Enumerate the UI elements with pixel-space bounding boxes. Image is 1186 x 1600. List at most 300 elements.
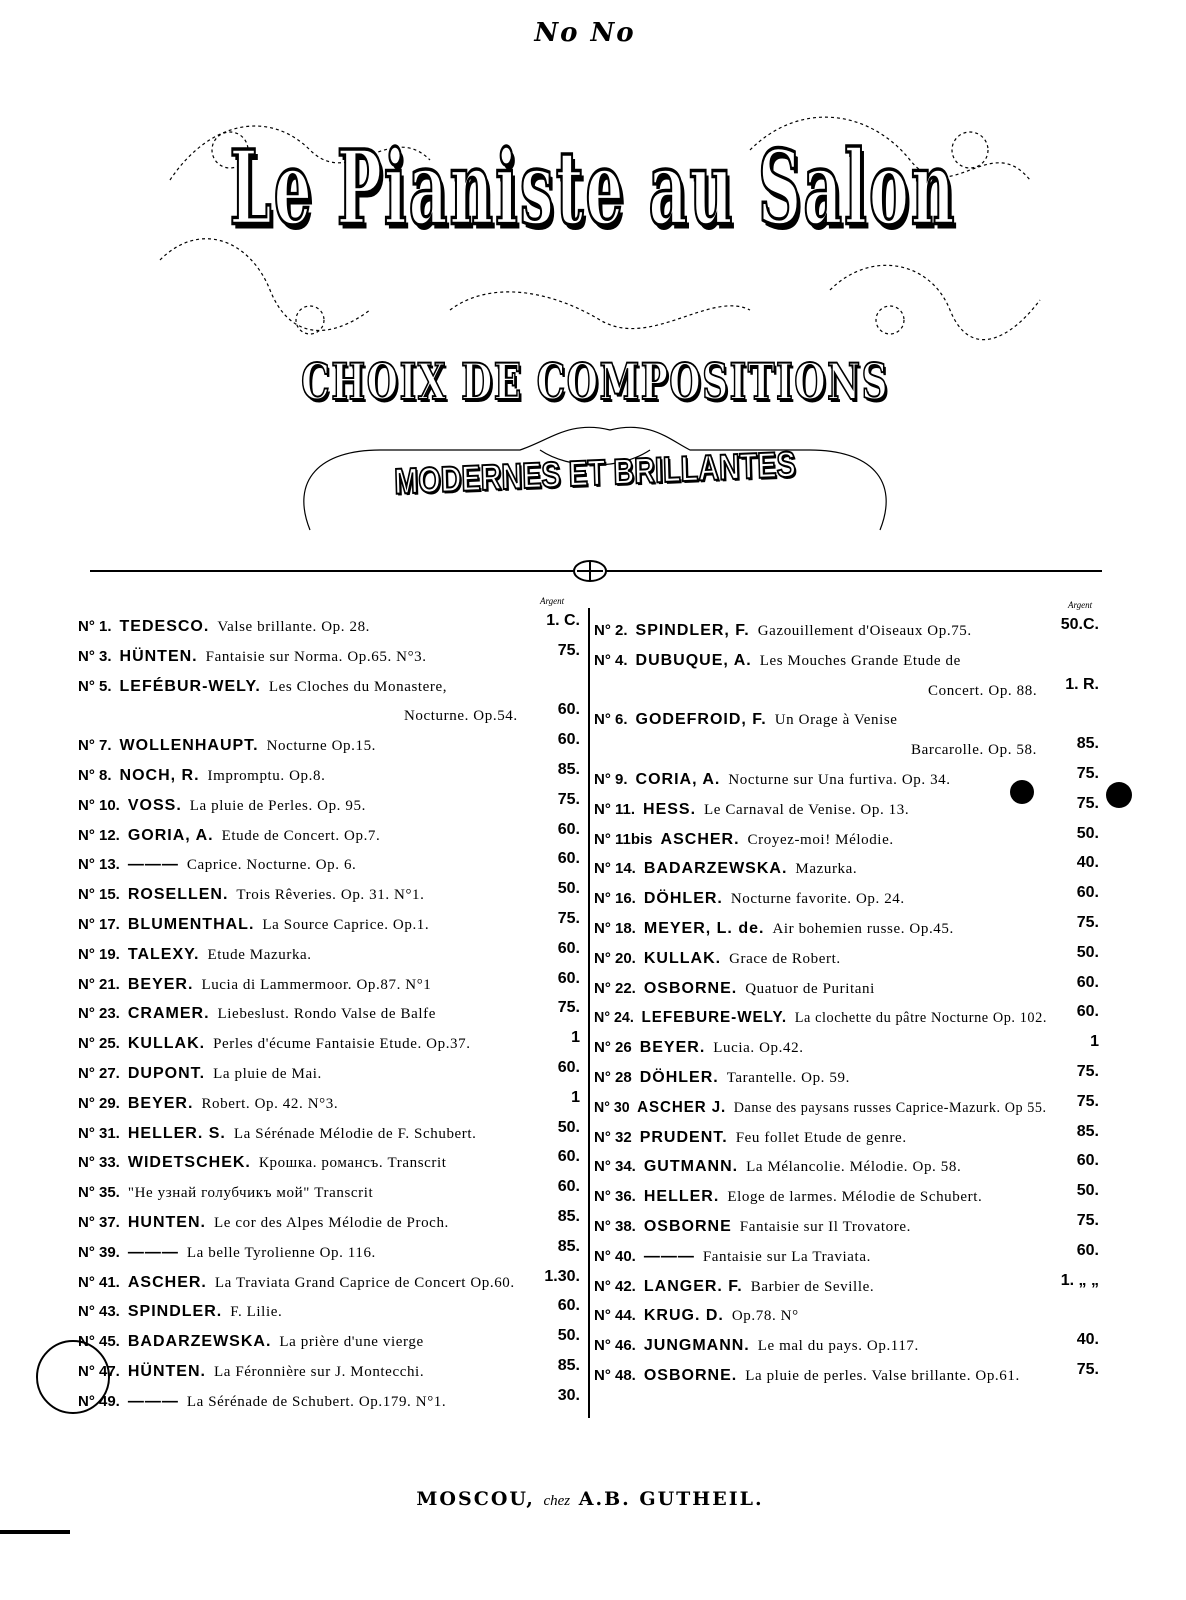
entry-composer: SPINDLER, F. — [635, 622, 750, 639]
entry-text — [594, 1063, 850, 1093]
entry-title: La Sérénade Mélodie de F. Schubert. — [233, 1125, 477, 1142]
catalog-entry — [78, 1178, 580, 1208]
entry-text — [594, 1182, 982, 1212]
entry-composer: JUNGMANN. — [643, 1337, 750, 1355]
catalog-column-right — [594, 616, 1099, 1391]
entry-price: 1. C. — [546, 612, 580, 629]
entry-title: Fantaisie sur Il Trovatore. — [739, 1218, 911, 1235]
entry-title: Un Orage à Venise — [774, 712, 898, 729]
catalog-entry — [78, 1059, 580, 1089]
entry-title: La clochette du pâtre Nocturne Op. 102. — [794, 1010, 1047, 1027]
entry-title: Etude de Concert. Op.7. — [221, 827, 381, 844]
entry-number: N° 46. — [594, 1337, 636, 1355]
entry-title: Impromptu. Op.8. — [207, 767, 326, 784]
entry-title: Danse des paysans russes Caprice-Mazurk. Op 55. — [733, 1099, 1047, 1116]
entry-title: Grace de Robert. — [729, 950, 841, 967]
entry-text — [594, 1093, 1047, 1123]
entry-text — [594, 1003, 1047, 1033]
entry-price: 75. — [557, 909, 580, 927]
entry-number: N° 39. — [78, 1243, 120, 1261]
catalog-entry — [594, 1063, 1099, 1093]
entry-composer: DÖHLER. — [639, 1068, 719, 1086]
entry-text — [78, 999, 436, 1029]
entry-text — [78, 1357, 424, 1387]
entry-text — [78, 1238, 376, 1268]
entry-number: N° 23. — [78, 1005, 120, 1023]
entry-composer: ——— — [127, 1392, 179, 1410]
entry-title: La Mélancolie. Mélodie. Op. 58. — [746, 1159, 962, 1176]
imprint-publisher: A.B. GUTHEIL. — [578, 1488, 764, 1510]
entry-composer: WIDETSCHEK. — [127, 1154, 251, 1172]
entry-number: N° 15. — [78, 886, 120, 904]
entry-price: 50. — [1076, 824, 1099, 842]
entry-price: 40. — [1076, 1331, 1099, 1349]
entry-text — [594, 1123, 907, 1153]
entry-price: 75. — [1076, 764, 1099, 782]
catalog-entry — [78, 821, 580, 851]
entry-title: Robert. Op. 42. N°3. — [201, 1095, 339, 1112]
entry-text — [594, 974, 875, 1004]
entry-composer: DÖHLER. — [643, 890, 723, 908]
entry-number: N° 12. — [78, 826, 120, 844]
entry-price: 60. — [1076, 1241, 1099, 1259]
entry-price: 85. — [557, 1207, 580, 1225]
entry-text — [78, 761, 325, 791]
entry-composer: OSBORNE. — [643, 1366, 738, 1384]
catalog-entry — [78, 1148, 580, 1178]
entry-title: Concert. Op. 88. — [928, 682, 1038, 699]
entry-text — [78, 672, 447, 702]
catalog-entry — [594, 1272, 1099, 1302]
entry-title: La Sérénade de Schubert. Op.179. N°1. — [186, 1393, 447, 1410]
entry-text — [78, 850, 356, 880]
entry-price: 60. — [557, 969, 580, 987]
main-title: Le Pianiste au Salon — [229, 130, 957, 249]
entry-text — [594, 705, 898, 735]
entry-price: 75. — [557, 999, 580, 1017]
column-divider — [588, 608, 590, 1418]
entry-composer: ——— — [127, 856, 179, 874]
entry-number: N° 18. — [594, 919, 636, 937]
entry-price: 60. — [1076, 1152, 1099, 1170]
entry-price: 75. — [1076, 1360, 1099, 1378]
entry-composer: LEFEBURE-WELY. — [641, 1009, 788, 1027]
entry-text — [594, 765, 951, 795]
entry-title: Trois Rêveries. Op. 31. N°1. — [236, 887, 425, 904]
entry-number: N° 22. — [594, 979, 636, 997]
entry-title: Air bohemien russe. Op.45. — [772, 920, 954, 937]
catalog-entry — [594, 1212, 1099, 1242]
catalog-entry — [594, 1182, 1099, 1212]
entry-composer: LANGER. F. — [643, 1277, 743, 1295]
entry-number: N° 44. — [594, 1307, 636, 1325]
entry-composer: HÜNTEN. — [127, 1362, 206, 1380]
entry-title: La pluie de perles. Valse brillante. Op.61. — [745, 1367, 1020, 1384]
scan-artifact — [0, 1530, 70, 1534]
rule-ornament — [555, 556, 625, 586]
entry-text — [78, 1178, 373, 1208]
catalog-entry — [594, 1123, 1099, 1153]
entry-price: 60. — [557, 731, 580, 749]
entry-composer: DUPONT. — [127, 1064, 206, 1082]
entry-price: 60. — [557, 1297, 580, 1315]
entry-composer: ——— — [127, 1243, 179, 1261]
catalog-entry — [78, 1029, 580, 1059]
entry-title: Feu follet Etude de genre. — [735, 1129, 907, 1146]
entry-title: Tarantelle. Op. 59. — [726, 1069, 850, 1086]
entry-text — [78, 910, 429, 940]
entry-price: 75. — [557, 641, 580, 659]
catalog-entry — [78, 1297, 580, 1327]
entry-price: 1 — [1090, 1033, 1099, 1051]
entry-text — [78, 1268, 515, 1298]
imprint-chez: chez — [543, 1493, 571, 1509]
entry-composer: PRUDENT. — [639, 1128, 728, 1146]
entry-title: La prière d'une vierge — [279, 1334, 424, 1351]
catalog-entry — [78, 672, 580, 702]
entry-composer: LEFÉBUR-WELY. — [119, 677, 261, 695]
entry-number: N° 28 — [594, 1068, 632, 1086]
entry-text — [78, 1297, 282, 1327]
entry-composer: GUTMANN. — [643, 1158, 739, 1176]
entry-number: N° 5. — [78, 677, 112, 695]
entry-title: Fantaisie sur La Traviata. — [702, 1248, 871, 1265]
entry-price: 75. — [1076, 913, 1099, 931]
entry-text — [594, 1033, 804, 1063]
subtitle-modernes: MODERNES ET BRILLANTES — [393, 443, 797, 502]
catalog-entry — [594, 616, 1099, 646]
entry-composer: BEYER. — [639, 1039, 706, 1057]
entry-number: N° 4. — [594, 651, 628, 669]
entry-text — [594, 1331, 919, 1361]
entry-text — [78, 612, 370, 642]
entry-text — [78, 731, 376, 761]
entry-price: 1 — [571, 1088, 580, 1106]
entry-composer: NOCH, R. — [119, 766, 200, 784]
entry-price: 75. — [1076, 1092, 1099, 1110]
entry-price: 1.30. — [544, 1267, 580, 1285]
entry-number: N° 14. — [594, 860, 636, 878]
entry-price: 60. — [1076, 884, 1099, 902]
entry-title: La belle Tyrolienne Op. 116. — [186, 1244, 376, 1261]
catalog-entry — [594, 825, 1099, 855]
entry-number: N° 19. — [78, 945, 120, 963]
entry-composer: BLUMENTHAL. — [127, 915, 255, 933]
entry-text — [594, 1301, 799, 1331]
entry-title: Gazouillement d'Oiseaux Op.75. — [757, 623, 972, 639]
entry-title: La Traviata Grand Caprice de Concert Op.60. — [214, 1274, 515, 1291]
entry-title: Nocturne sur Una furtiva. Op. 34. — [728, 771, 951, 788]
entry-price: 50. — [557, 880, 580, 898]
entry-price: 1 — [571, 1029, 580, 1047]
entry-price: 60. — [557, 1148, 580, 1166]
entry-price: 60. — [557, 1058, 580, 1076]
entry-composer: CRAMER. — [127, 1005, 210, 1023]
catalog-entry — [78, 940, 580, 970]
entry-number: N° 17. — [78, 915, 120, 933]
entry-composer: OSBORNE — [643, 1217, 732, 1235]
catalog-entry — [78, 612, 580, 642]
entry-title: Quatuor de Puritani — [745, 980, 875, 997]
entry-text — [594, 646, 961, 676]
entry-number: N° 40. — [594, 1247, 636, 1265]
entry-text — [78, 642, 427, 672]
entry-number: N° 16. — [594, 890, 636, 908]
entry-text — [404, 701, 518, 731]
entry-number: N° 30 — [594, 1098, 630, 1116]
entry-composer: WOLLENHAUPT. — [119, 737, 259, 755]
catalog-entry — [594, 974, 1099, 1004]
catalog-entry — [594, 1361, 1099, 1391]
entry-number: N° 37. — [78, 1213, 120, 1231]
catalog-entry — [594, 854, 1099, 884]
catalog-entry — [78, 791, 580, 821]
catalog-entry — [78, 1387, 580, 1417]
entry-title: Les Mouches Grande Etude de — [759, 652, 961, 669]
entry-price: 50. — [557, 1118, 580, 1136]
entry-price: 60. — [557, 820, 580, 838]
catalog-entry — [78, 1238, 580, 1268]
entry-text — [594, 1152, 961, 1182]
entry-number: N° 13. — [78, 856, 120, 874]
entry-price: 60. — [1076, 973, 1099, 991]
entry-title: Lucia di Lammermoor. Op.87. N°1 — [201, 976, 432, 993]
entry-title: Etude Mazurka. — [207, 946, 312, 963]
catalog-entry — [594, 1003, 1099, 1033]
entry-composer: KULLAK. — [643, 949, 722, 967]
entry-composer: BEYER. — [127, 1094, 194, 1112]
entry-price: 60. — [557, 701, 580, 719]
entry-title: Le mal du pays. Op.117. — [757, 1338, 919, 1355]
catalog-entry — [78, 1208, 580, 1238]
entry-text — [78, 970, 431, 1000]
entry-number: N° 31. — [78, 1124, 120, 1142]
catalog-entry — [594, 646, 1099, 676]
catalog-entry — [78, 1357, 580, 1387]
entry-text — [594, 825, 894, 855]
entry-price: 1. R. — [1065, 675, 1099, 693]
entry-composer: ASCHER J. — [637, 1098, 727, 1116]
catalog-entry — [78, 701, 580, 731]
entry-number: N° 2. — [594, 622, 628, 639]
entry-title: Le cor des Alpes Mélodie de Proch. — [213, 1214, 449, 1231]
entry-number: N° 45. — [78, 1333, 120, 1351]
entry-number: N° 3. — [78, 647, 112, 665]
entry-composer: CORIA, A. — [635, 770, 721, 788]
entry-composer: ASCHER. — [660, 830, 740, 848]
ink-blot — [1010, 780, 1034, 804]
entry-number: N° 48. — [594, 1366, 636, 1384]
entry-number: N° 11. — [594, 800, 636, 818]
entry-title: "Не узнай голубчикъ мой" Transcrit — [127, 1185, 374, 1202]
entry-price: 60. — [557, 850, 580, 868]
catalog-entry — [594, 1242, 1099, 1272]
entry-number: N° 32 — [594, 1128, 632, 1146]
entry-number: N° 27. — [78, 1064, 120, 1082]
catalog-entry — [594, 914, 1099, 944]
catalog-entry — [78, 731, 580, 761]
entry-price: 60. — [1076, 1003, 1099, 1021]
entry-composer: OSBORNE. — [643, 979, 738, 997]
catalog-entry — [78, 970, 580, 1000]
entry-price: 75. — [1076, 794, 1099, 812]
entry-title: Caprice. Nocturne. Op. 6. — [186, 857, 357, 874]
entry-composer: VOSS. — [127, 796, 182, 814]
catalog-entry — [78, 910, 580, 940]
entry-title: Nocturne Op.15. — [266, 738, 377, 755]
subtitle-choix: CHOIX DE COMPOSITIONS — [301, 352, 889, 411]
entry-number: N° 41. — [78, 1273, 120, 1291]
catalog-entry — [78, 880, 580, 910]
entry-number: N° 35. — [78, 1184, 120, 1202]
entry-text — [594, 616, 972, 646]
entry-number: N° 34. — [594, 1158, 636, 1176]
entry-number: N° 10. — [78, 796, 120, 814]
entry-price: 85. — [557, 1237, 580, 1255]
entry-number: N° 6. — [594, 711, 628, 729]
entry-title: Barcarolle. Op. 58. — [911, 742, 1037, 759]
price-header-left: Argent — [540, 596, 565, 606]
entry-composer: ——— — [643, 1247, 695, 1265]
entry-title: Mazurka. — [795, 861, 858, 878]
entry-composer: HÜNTEN. — [119, 647, 198, 665]
entry-price: 75. — [1076, 1062, 1099, 1080]
catalog-entry — [78, 999, 580, 1029]
entry-text — [594, 884, 905, 914]
entry-number: N° 26 — [594, 1039, 632, 1057]
entry-composer: HESS. — [643, 800, 697, 818]
entry-title: Croyez-moi! Mélodie. — [747, 831, 894, 848]
entry-composer: GORIA, A. — [127, 826, 214, 844]
entry-number: N° 7. — [78, 737, 112, 755]
entry-price: 85. — [557, 760, 580, 778]
entry-title: Perles d'écume Fantaisie Etude. Op.37. — [213, 1036, 471, 1053]
catalog-entry — [594, 944, 1099, 974]
entry-title: Barbier de Seville. — [750, 1278, 875, 1295]
entry-price: 85. — [1076, 1122, 1099, 1140]
catalog-entry — [594, 705, 1099, 735]
entry-number: N° 49. — [78, 1392, 120, 1410]
ink-blot — [1106, 782, 1132, 808]
entry-text — [928, 676, 1037, 706]
catalog-entry — [594, 1093, 1099, 1123]
entry-title: Valse brillante. Op. 28. — [217, 619, 371, 635]
entry-text — [78, 1119, 477, 1149]
entry-price: 50. — [557, 1327, 580, 1345]
catalog-entry — [78, 1119, 580, 1149]
entry-title: La pluie de Mai. — [213, 1065, 322, 1082]
entry-title: Liebeslust. Rondo Valse de Balfe — [217, 1006, 437, 1023]
entry-title: Lucia. Op.42. — [713, 1040, 804, 1057]
entry-text — [594, 1272, 874, 1302]
entry-composer: KRUG. D. — [643, 1307, 724, 1325]
catalog-entry — [594, 884, 1099, 914]
entry-number: N° 1. — [78, 618, 112, 635]
entry-price: 30. — [557, 1386, 580, 1404]
entry-number: N° 25. — [78, 1035, 120, 1053]
entry-composer: ROSELLEN. — [127, 886, 229, 904]
entry-composer: BADARZEWSKA. — [127, 1333, 272, 1351]
entry-number: N° 8. — [78, 766, 112, 784]
entry-text — [594, 1212, 911, 1242]
entry-title: La Féronnière sur J. Montecchi. — [213, 1363, 425, 1380]
entry-text — [78, 1387, 446, 1417]
entry-composer: HUNTEN. — [127, 1213, 206, 1231]
entry-price: 75. — [557, 790, 580, 808]
entry-composer: HELLER. — [643, 1188, 720, 1206]
entry-price: 40. — [1076, 854, 1099, 872]
entry-composer: TALEXY. — [127, 945, 200, 963]
entry-title: Fantaisie sur Norma. Op.65. N°3. — [205, 648, 427, 665]
entry-number: N° 43. — [78, 1303, 120, 1321]
entry-number: N° 38. — [594, 1217, 636, 1235]
catalog-entry — [594, 1033, 1099, 1063]
entry-text — [78, 940, 312, 970]
entry-composer: KULLAK. — [127, 1035, 206, 1053]
entry-number: N° 47. — [78, 1362, 120, 1380]
entry-text — [594, 795, 909, 825]
entry-text — [594, 854, 857, 884]
catalog-entry — [78, 761, 580, 791]
entry-composer: HELLER. S. — [127, 1124, 226, 1142]
entry-title: Op.78. N° — [731, 1308, 799, 1325]
entry-text — [78, 880, 425, 910]
catalog-entry — [78, 1268, 580, 1298]
entry-price: 85. — [1076, 735, 1099, 753]
entry-title: Les Cloches du Monastere, — [268, 678, 448, 695]
entry-text — [594, 1361, 1020, 1391]
entry-text — [594, 944, 841, 974]
entry-number: N° 9. — [594, 770, 628, 788]
entry-composer: MEYER, L. de. — [643, 919, 765, 937]
publisher-imprint — [330, 1488, 850, 1510]
entry-composer: ASCHER. — [127, 1273, 207, 1291]
entry-text — [911, 735, 1037, 765]
entry-number: N° 20. — [594, 949, 636, 967]
catalog-entry — [78, 642, 580, 672]
entry-title: La pluie de Perles. Op. 95. — [189, 797, 366, 814]
entry-number: N° 42. — [594, 1277, 636, 1295]
entry-price: 50.C. — [1060, 616, 1099, 633]
entry-price: 75. — [1076, 1211, 1099, 1229]
imprint-city: MOSCOU, — [416, 1488, 535, 1510]
catalog-entry — [594, 1301, 1099, 1331]
entry-title: Крошка. романсъ. Transcrit — [258, 1155, 447, 1172]
entry-text — [594, 914, 954, 944]
entry-number: N° 21. — [78, 975, 120, 993]
entry-price: 1. „ „ — [1060, 1271, 1099, 1289]
entry-price: 50. — [1076, 943, 1099, 961]
entry-composer: DUBUQUE, A. — [635, 651, 752, 669]
entry-price: 60. — [557, 939, 580, 957]
entry-text — [78, 821, 380, 851]
catalog-entry — [594, 735, 1099, 765]
entry-title: F. Lilie. — [230, 1304, 283, 1321]
entry-number: N° 24. — [594, 1009, 634, 1027]
entry-number: N° 36. — [594, 1188, 636, 1206]
entry-price: 50. — [1076, 1182, 1099, 1200]
entry-number: N° 33. — [78, 1154, 120, 1172]
entry-number: N° 11bis — [594, 830, 653, 848]
entry-composer: SPINDLER. — [127, 1303, 223, 1321]
entry-composer: TEDESCO. — [119, 618, 210, 635]
catalog-entry — [78, 1089, 580, 1119]
entry-title: La Source Caprice. Op.1. — [262, 916, 430, 933]
catalog-column-left — [78, 612, 580, 1417]
entry-number: N° 29. — [78, 1094, 120, 1112]
entry-text — [78, 1148, 447, 1178]
library-stamp — [36, 1340, 110, 1414]
